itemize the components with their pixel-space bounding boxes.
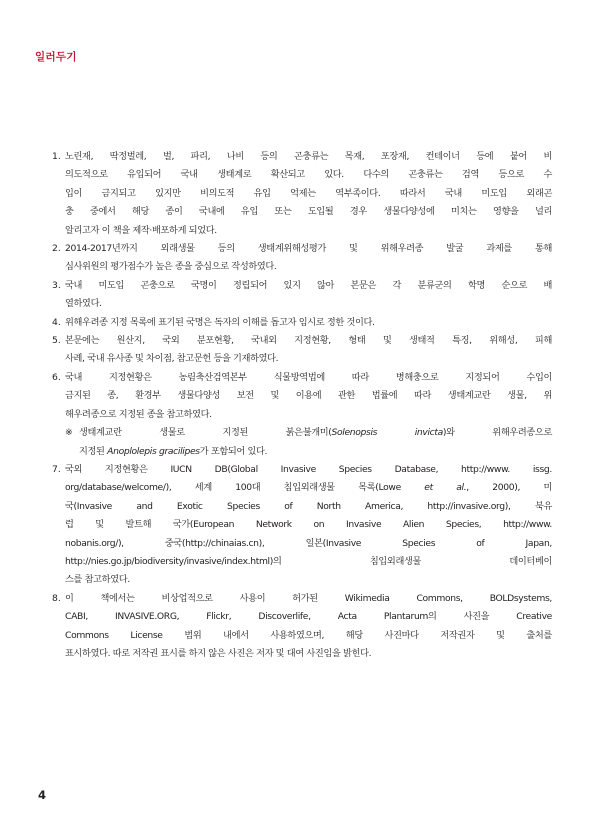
italic-term: et al. <box>424 482 467 494</box>
italic-term: Solenopsis invicta <box>331 427 443 439</box>
note-item <box>52 148 552 240</box>
note-line: 본문에는 원산지, 국외 분포현황, 국내외 지정현황, 형태 및 생태적 특징, 위해성, 피해 <box>65 335 552 347</box>
note-line: 열하였다. <box>65 298 102 310</box>
note-line <box>65 516 552 534</box>
note-line: 이 책에서는 비상업적으로 사용이 허가된 Wikimedia Commons, BOLDsystems, <box>65 592 552 604</box>
note-line: 해우려종으로 지정된 종을 참고하였다. <box>65 408 212 420</box>
note-text <box>65 332 552 369</box>
text-run: http://nies.go.jp/biodiversity/invasive/index.html)의 침입외래생물 데이터베이 <box>65 555 552 567</box>
note-line <box>65 553 552 571</box>
notes-list <box>52 148 552 663</box>
text-run: org/database/welcome/), 세계 100대 침입외래생물 목록(Lowe <box>65 482 425 494</box>
sub-note <box>65 424 552 461</box>
note-line: Commons License 범위 내에서 사용하였으며, 해당 사진마다 저작권자 및 출처를 <box>65 629 552 641</box>
note-line <box>65 479 552 497</box>
note-number: 8. <box>52 592 61 604</box>
note-line <box>79 424 552 442</box>
note-text <box>65 369 552 461</box>
note-line: 국내 지정현황은 농림축산검역본부 식물방역법에 따라 병해충으로 지정되어 수입이 <box>65 371 552 383</box>
text-run: 스를 참고하였다. <box>65 574 130 586</box>
note-line: 알리고자 이 책을 제작·배포하게 되었다. <box>65 224 217 236</box>
note-line: CABI, INVASIVE.ORG, Flickr, Discoverlife, Acta Plantarum의 사진을 Creative <box>65 611 552 623</box>
note-item <box>52 277 552 314</box>
text-run: 생태계교란 생물로 지정된 붉은불개미( <box>79 427 332 439</box>
text-run: 럽 및 발트해 국가(European Network on Invasive Alien Species, http://www. <box>65 519 552 531</box>
note-number: 3. <box>52 279 61 291</box>
note-number: 5. <box>52 335 61 347</box>
note-text <box>65 240 552 277</box>
text-run: 국(Invasive and Exotic Species of North America, http://invasive.org), 북유 <box>65 500 552 512</box>
note-item <box>52 590 552 664</box>
sub-note-text <box>79 424 552 461</box>
note-line: 국내 미도입 곤충으로 국명이 정립되어 있지 않아 본문은 각 분류군의 학명 순으로 배 <box>65 279 552 291</box>
note-number: 7. <box>52 463 61 475</box>
note-text <box>65 148 552 240</box>
note-line: 의도적으로 유입되어 국내 생태계로 확산되고 있다. 다수의 곤충류는 검역 등으로 수 <box>65 169 552 181</box>
note-text <box>65 461 552 590</box>
note-line <box>65 535 552 553</box>
note-line: 금지된 종, 환경부 생물다양성 보전 및 이용에 관한 법률에 따라 생태계교란 생물, 위 <box>65 390 552 402</box>
note-line <box>65 571 552 589</box>
note-item <box>52 240 552 277</box>
note-text <box>65 314 552 332</box>
text-run: nobanis.org/), 중국(http://chinaias.cn), 일본(Invasive Species of Japan, <box>65 537 552 549</box>
note-item <box>52 314 552 332</box>
note-line: 노린재, 딱정벌레, 벌, 파리, 나비 등의 곤충류는 목재, 포장재, 컨테이너 등에 붙어 비 <box>65 151 552 162</box>
note-line: 사례, 국내 유사종 및 차이점, 참고문헌 등을 기재하였다. <box>65 353 279 365</box>
note-text <box>65 277 552 314</box>
note-text <box>65 590 552 664</box>
italic-term: Anoplolepis gracilipes <box>107 445 200 457</box>
note-line <box>65 498 552 516</box>
note-number: 4. <box>52 316 61 328</box>
note-line: 심사위원의 평가점수가 높은 종을 중심으로 작성하였다. <box>65 261 277 273</box>
note-line: 충 중에서 해당 종이 국내에 유입 또는 도입될 경우 생물다양성에 미치는 영향을 널리 <box>65 206 552 218</box>
note-line <box>65 461 552 479</box>
note-number: 2. <box>52 243 61 255</box>
page-number: 4 <box>38 788 47 802</box>
note-line: 표시하였다. 따로 저작권 표시를 하지 않은 사진은 저자 및 대여 사진임을 밝힌다. <box>65 647 372 659</box>
note-number: 6. <box>52 371 61 383</box>
note-line: 2014-2017년까지 외래생물 등의 생태계위해성평가 및 위해우려종 발굴 과제를 통해 <box>65 243 552 255</box>
note-item <box>52 332 552 369</box>
note-item <box>52 369 552 461</box>
note-item <box>52 461 552 590</box>
text-run: 가 포함되어 있다. <box>199 445 268 457</box>
reference-mark: ※ <box>65 427 73 439</box>
text-run: 지정된 <box>79 445 108 457</box>
note-number: 1. <box>52 151 61 162</box>
text-run: , 2000), 미 <box>466 482 552 494</box>
text-run: 국외 지정현황은 IUCN DB(Global Invasive Species Database, http://www. issg. <box>65 463 552 475</box>
note-line <box>79 443 552 461</box>
note-line: 입이 금지되고 있지만 비의도적 유입 억제는 역부족이다. 따라서 국내 미도입 외래곤 <box>65 187 552 199</box>
section-title: 일러두기 <box>35 51 77 63</box>
note-line: 위해우려종 지정 목록에 표기된 국명은 독자의 이해를 돕고자 임시로 정한 것이다. <box>65 316 375 328</box>
text-run: )와 위해우려종으로 <box>442 427 552 439</box>
